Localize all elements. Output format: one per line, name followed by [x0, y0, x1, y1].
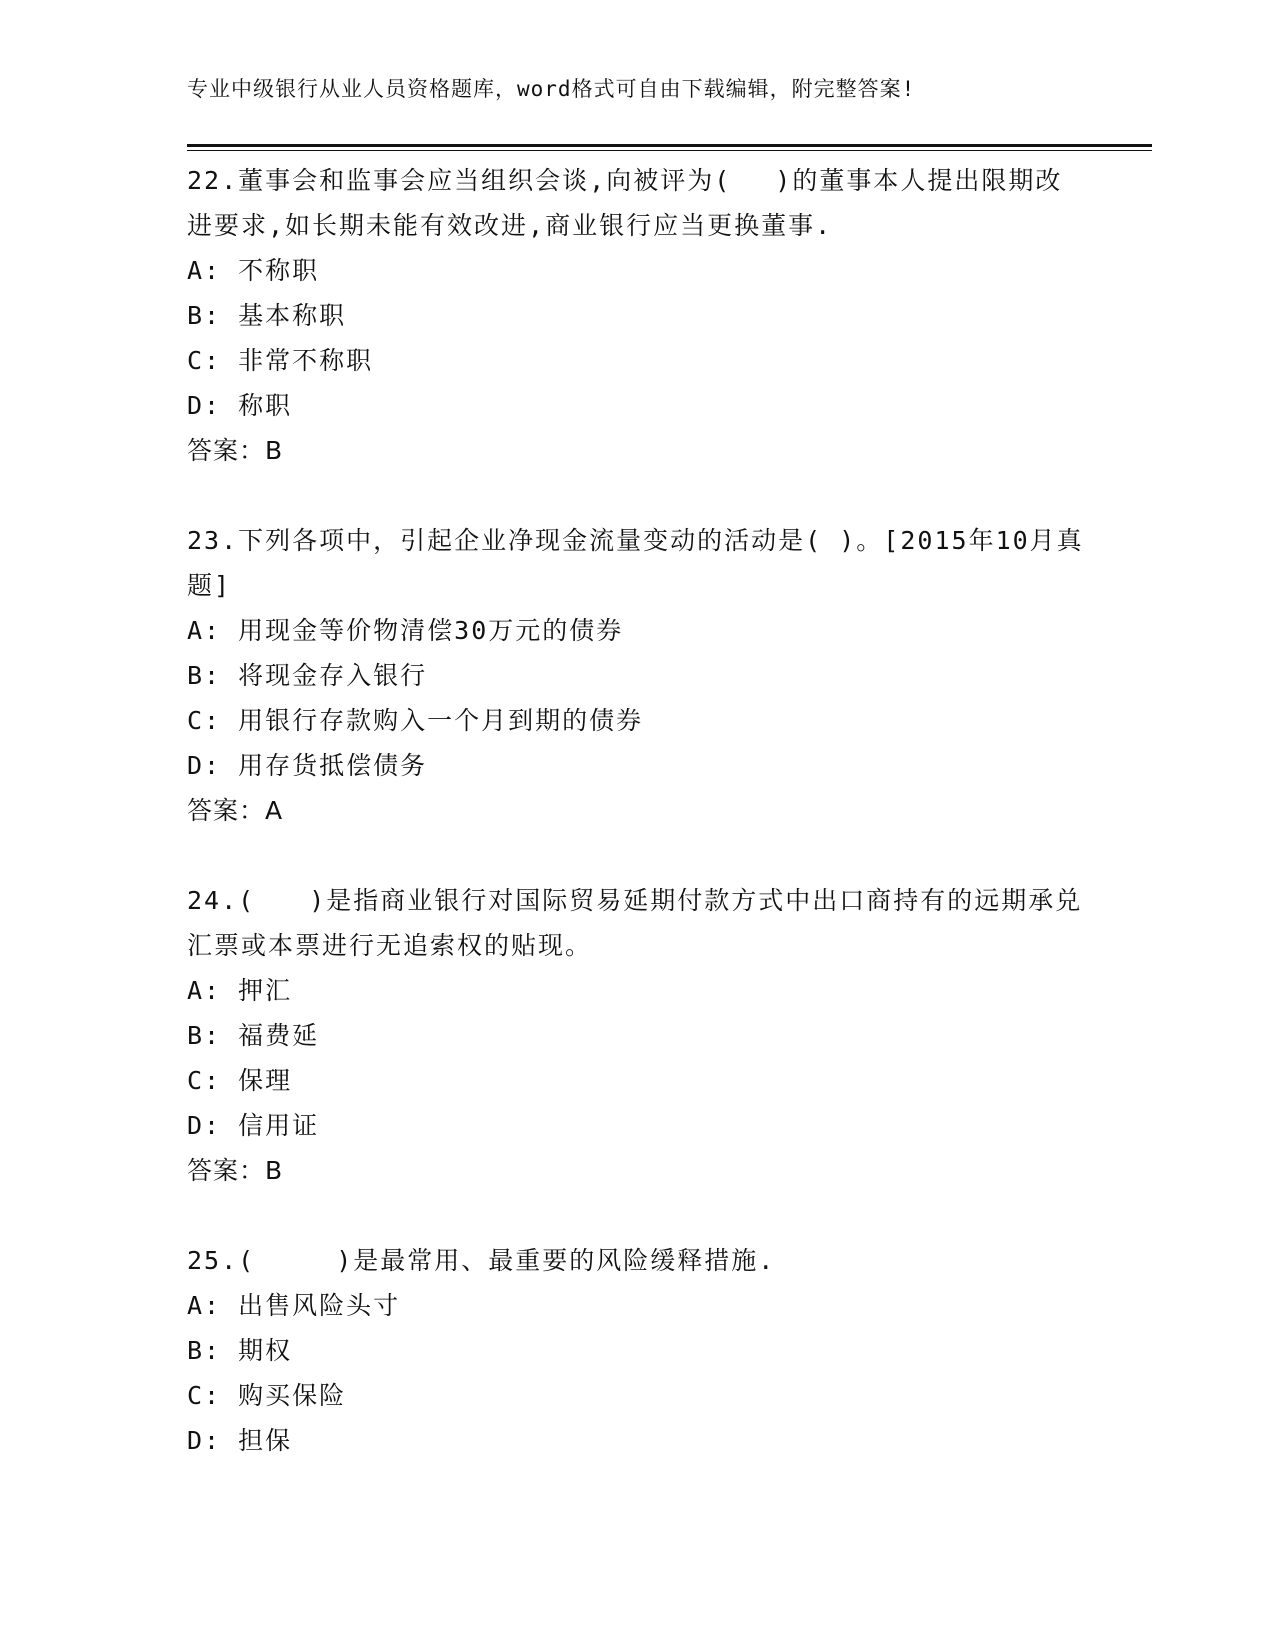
option-b: B: 期权: [187, 1336, 293, 1365]
question-list: [187, 158, 1087, 1463]
question-stem: 22.董事会和监事会应当组织会谈,向被评为( )的董事本人提出限期改进要求,如长期未能有效改进,商业银行应当更换董事.: [187, 166, 1063, 240]
option-b: B: 基本称职: [187, 301, 347, 330]
answer-line: 答案：A: [187, 796, 284, 825]
question-23: [187, 518, 1087, 833]
question-stem: 23.下列各项中，引起企业净现金流量变动的活动是( )。[2015年10月真题]: [187, 526, 1084, 600]
header-rule-thin: [187, 150, 1152, 151]
question-stem: 25.( )是最常用、最重要的风险缓释措施.: [187, 1246, 776, 1275]
option-a: A: 出售风险头寸: [187, 1291, 401, 1320]
option-a: A: 押汇: [187, 976, 293, 1005]
option-d: D: 信用证: [187, 1111, 320, 1140]
option-b: B: 福费延: [187, 1021, 320, 1050]
option-c: C: 非常不称职: [187, 346, 374, 375]
question-25: [187, 1238, 1087, 1463]
option-c: C: 用银行存款购入一个月到期的债券: [187, 706, 644, 735]
option-d: D: 担保: [187, 1426, 293, 1455]
option-a: A: 不称职: [187, 256, 320, 285]
page-header: 专业中级银行从业人员资格题库，word格式可自由下载编辑，附完整答案!: [187, 77, 916, 101]
question-stem: 24.( )是指商业银行对国际贸易延期付款方式中出口商持有的远期承兑汇票或本票进行无追索权的贴现。: [187, 886, 1083, 960]
header-rule-thick: [187, 144, 1152, 147]
option-c: C: 购买保险: [187, 1381, 347, 1410]
question-22: [187, 158, 1087, 473]
option-a: A: 用现金等价物清偿30万元的债券: [187, 616, 624, 645]
option-b: B: 将现金存入银行: [187, 661, 428, 690]
option-d: D: 称职: [187, 391, 293, 420]
answer-line: 答案：B: [187, 436, 284, 465]
question-24: [187, 878, 1087, 1193]
option-d: D: 用存货抵偿债务: [187, 751, 428, 780]
answer-line: 答案：B: [187, 1156, 284, 1185]
option-c: C: 保理: [187, 1066, 293, 1095]
